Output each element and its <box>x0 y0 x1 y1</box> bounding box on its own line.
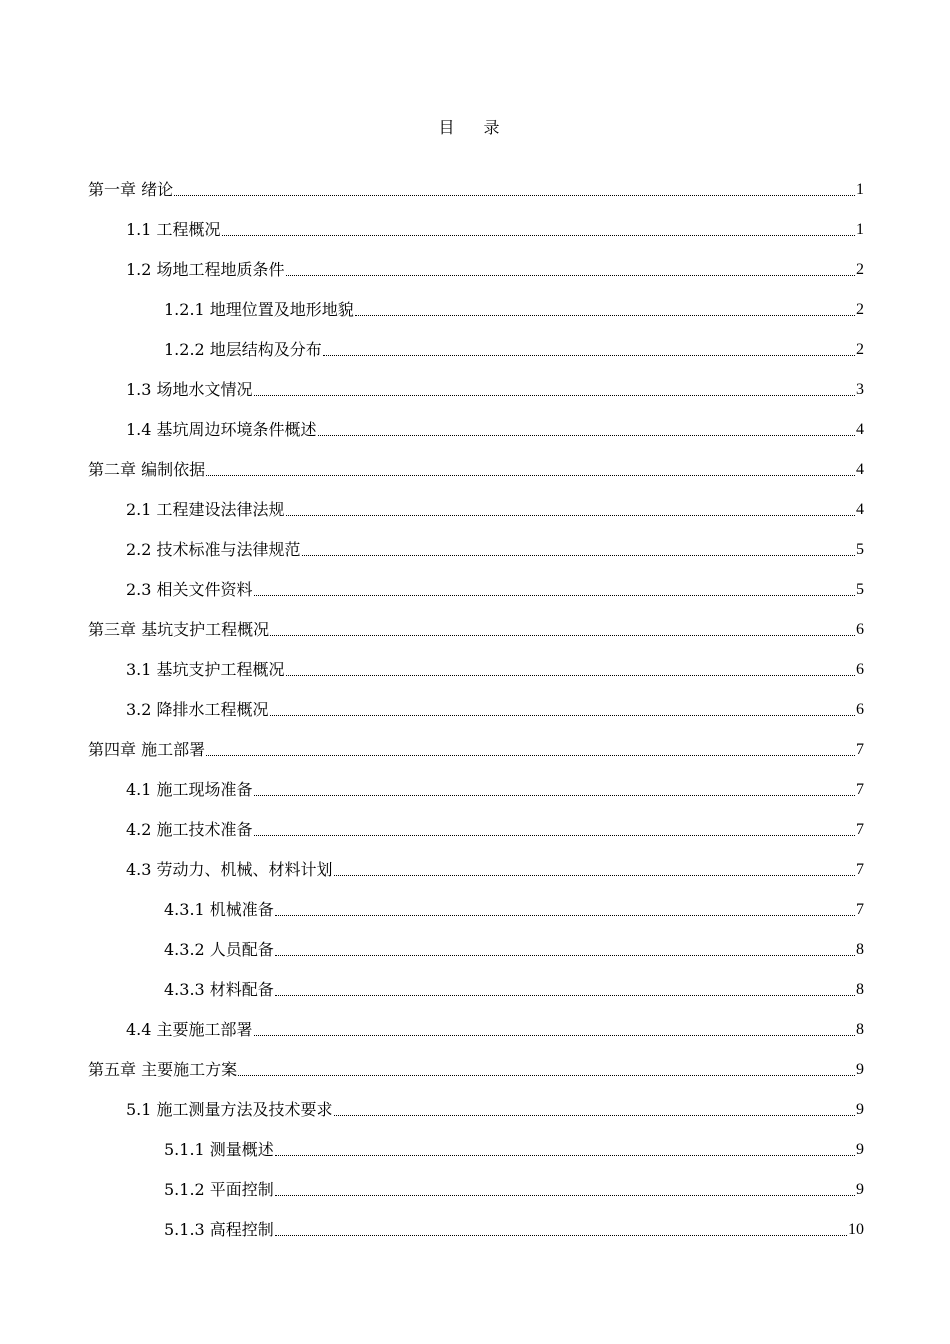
toc-page-number: 9 <box>856 1141 864 1158</box>
toc-entry[interactable] <box>88 562 864 602</box>
toc-page-number: 9 <box>856 1181 864 1198</box>
toc-leader-dots <box>334 1114 855 1116</box>
toc-leader-dots <box>275 914 855 916</box>
toc-page-number: 10 <box>848 1221 864 1238</box>
toc-page-number: 3 <box>856 381 864 398</box>
toc-entry[interactable] <box>88 642 864 682</box>
toc-entry-text: 4.4 主要施工部署 <box>126 1020 253 1039</box>
toc-entry[interactable] <box>88 682 864 722</box>
toc-entry[interactable] <box>88 722 864 762</box>
toc-entry[interactable] <box>88 242 864 282</box>
toc-entry[interactable] <box>88 1042 864 1082</box>
toc-entry-text: 4.3.2 人员配备 <box>164 940 274 959</box>
toc-leader-dots <box>275 1234 847 1236</box>
toc-entry-text: 5.1.3 高程控制 <box>164 1220 274 1239</box>
toc-leader-dots <box>254 394 855 396</box>
toc-entry-text: 2.2 技术标准与法律规范 <box>126 540 301 559</box>
toc-page-number: 4 <box>856 421 864 438</box>
toc-page-number: 1 <box>856 221 864 238</box>
toc-entry-text: 2.1 工程建设法律法规 <box>126 500 285 519</box>
toc-leader-dots <box>302 554 855 556</box>
toc-page-number: 6 <box>856 621 864 638</box>
toc-leader-dots <box>286 274 855 276</box>
toc-leader-dots <box>206 754 855 756</box>
toc-entry-text: 4.1 施工现场准备 <box>126 780 253 799</box>
toc-entry[interactable] <box>88 162 864 202</box>
toc-entry-text: 第一章 绪论 <box>88 180 174 199</box>
toc-leader-dots <box>318 434 855 436</box>
toc-entry[interactable] <box>88 282 864 322</box>
toc-page-number: 2 <box>856 341 864 358</box>
toc-entry[interactable] <box>88 522 864 562</box>
toc-entry[interactable] <box>88 402 864 442</box>
toc-leader-dots <box>355 314 855 316</box>
toc-page-number: 8 <box>856 981 864 998</box>
toc-leader-dots <box>286 514 855 516</box>
toc-entry-text: 1.2 场地工程地质条件 <box>126 260 285 279</box>
toc-leader-dots <box>254 1034 855 1036</box>
toc-entry-text: 4.2 施工技术准备 <box>126 820 253 839</box>
toc-title: 目 录 <box>438 118 512 137</box>
toc-entry-text: 3.1 基坑支护工程概况 <box>126 660 285 679</box>
toc-entry-text: 第四章 施工部署 <box>88 740 206 759</box>
toc-entry[interactable] <box>88 962 864 1002</box>
toc-leader-dots <box>275 1194 855 1196</box>
toc-entry[interactable] <box>88 922 864 962</box>
toc-page-number: 5 <box>856 541 864 558</box>
table-of-contents <box>88 162 864 1242</box>
toc-leader-dots <box>270 634 855 636</box>
toc-entry[interactable] <box>88 842 864 882</box>
toc-entry-text: 第五章 主要施工方案 <box>88 1060 238 1079</box>
toc-entry-text: 5.1.2 平面控制 <box>164 1180 274 1199</box>
toc-entry-text: 1.1 工程概况 <box>126 220 221 239</box>
toc-entry[interactable] <box>88 1122 864 1162</box>
toc-entry-text: 1.4 基坑周边环境条件概述 <box>126 420 317 439</box>
toc-leader-dots <box>254 834 855 836</box>
toc-leader-dots <box>174 194 855 196</box>
toc-entry-text: 4.3.1 机械准备 <box>164 900 274 919</box>
toc-entry[interactable] <box>88 482 864 522</box>
toc-entry-text: 第二章 编制依据 <box>88 460 206 479</box>
toc-entry[interactable] <box>88 882 864 922</box>
toc-entry[interactable] <box>88 202 864 242</box>
toc-entry-text: 1.2.1 地理位置及地形地貌 <box>164 300 354 319</box>
toc-page-number: 4 <box>856 461 864 478</box>
toc-page-number: 6 <box>856 701 864 718</box>
toc-entry-text: 4.3.3 材料配备 <box>164 980 274 999</box>
toc-entry[interactable] <box>88 1002 864 1042</box>
toc-entry-text: 5.1 施工测量方法及技术要求 <box>126 1100 333 1119</box>
toc-entry-text: 1.2.2 地层结构及分布 <box>164 340 322 359</box>
toc-leader-dots <box>275 954 855 956</box>
toc-page-number: 7 <box>856 861 864 878</box>
toc-entry[interactable] <box>88 362 864 402</box>
toc-entry[interactable] <box>88 802 864 842</box>
toc-leader-dots <box>323 354 855 356</box>
toc-entry[interactable] <box>88 322 864 362</box>
toc-leader-dots <box>286 674 855 676</box>
toc-leader-dots <box>270 714 855 716</box>
toc-entry-text: 1.3 场地水文情况 <box>126 380 253 399</box>
toc-page-number: 7 <box>856 781 864 798</box>
toc-leader-dots <box>222 234 855 236</box>
toc-page-number: 7 <box>856 901 864 918</box>
toc-leader-dots <box>254 794 855 796</box>
toc-page-number: 6 <box>856 661 864 678</box>
toc-leader-dots <box>334 874 855 876</box>
toc-leader-dots <box>254 594 855 596</box>
toc-entry[interactable] <box>88 602 864 642</box>
toc-entry[interactable] <box>88 442 864 482</box>
toc-page-number: 9 <box>856 1061 864 1078</box>
toc-page-number: 8 <box>856 1021 864 1038</box>
toc-page-number: 9 <box>856 1101 864 1118</box>
toc-entry-text: 4.3 劳动力、机械、材料计划 <box>126 860 333 879</box>
toc-page-number: 4 <box>856 501 864 518</box>
toc-entry[interactable] <box>88 1162 864 1202</box>
toc-entry[interactable] <box>88 1202 864 1242</box>
toc-entry-text: 5.1.1 测量概述 <box>164 1140 274 1159</box>
toc-page-number: 2 <box>856 261 864 278</box>
toc-page-number: 7 <box>856 741 864 758</box>
toc-leader-dots <box>275 994 855 996</box>
toc-leader-dots <box>206 474 855 476</box>
toc-entry[interactable] <box>88 762 864 802</box>
toc-entry[interactable] <box>88 1082 864 1122</box>
toc-page-number: 2 <box>856 301 864 318</box>
toc-entry-text: 2.3 相关文件资料 <box>126 580 253 599</box>
toc-page-number: 7 <box>856 821 864 838</box>
toc-leader-dots <box>275 1154 855 1156</box>
toc-entry-text: 3.2 降排水工程概况 <box>126 700 269 719</box>
toc-page-number: 1 <box>856 181 864 198</box>
toc-page-number: 8 <box>856 941 864 958</box>
toc-leader-dots <box>238 1074 855 1076</box>
toc-page-number: 5 <box>856 581 864 598</box>
toc-entry-text: 第三章 基坑支护工程概况 <box>88 620 270 639</box>
